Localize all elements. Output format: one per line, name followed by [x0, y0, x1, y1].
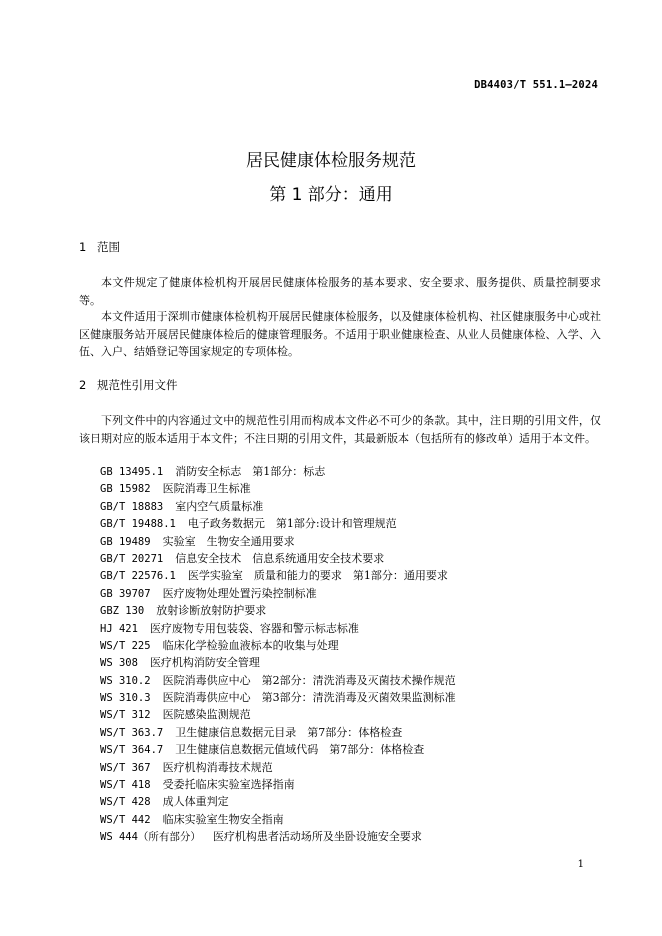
reference-title: 医疗机构消毒技术规范: [162, 760, 273, 774]
reference-code: WS 308: [100, 657, 138, 670]
reference-code: GB 19489: [100, 535, 151, 548]
section-heading-scope: [79, 239, 120, 255]
reference-code: WS/T 428: [100, 796, 151, 809]
reference-code: GB/T 19488.1: [100, 518, 176, 531]
reference-title: 医疗机构消防安全管理: [149, 656, 260, 670]
reference-item: [100, 550, 456, 567]
section-heading-normative-references: [79, 377, 178, 393]
document-subtitle: 第 1 部分：通用: [269, 185, 393, 205]
reference-title: 医学实验室 质量和能力的要求 第1部分：通用要求: [187, 569, 448, 583]
reference-code: GB/T 20271: [100, 552, 164, 565]
reference-title: 信息安全技术 信息系统通用安全技术要求: [175, 551, 385, 565]
reference-code: WS/T 363.7: [100, 726, 164, 739]
reference-title: 医疗机构患者活动场所及坐卧设施安全要求: [212, 830, 422, 844]
reference-title: 受委托临床实验室选择指南: [162, 778, 295, 792]
reference-item: [100, 776, 456, 793]
reference-code: GBZ 130: [100, 605, 145, 618]
section-title: 规范性引用文件: [97, 378, 178, 392]
reference-item: [100, 811, 456, 828]
document-number: DB4403/T 551.1—2024: [474, 79, 598, 91]
normative-intro-paragraph: 下列文件中的内容通过文中的规范性引用而构成本文件必不可少的条款。其中，注日期的引用文件，仅该日期对应的版本适用于本文件；不注日期的引用文件，其最新版本（包括所有的修改单）适用于本文件。: [79, 414, 601, 445]
reference-code: WS/T 225: [100, 639, 151, 652]
reference-code: GB 39707: [100, 587, 151, 600]
reference-code: WS/T 312: [100, 709, 151, 722]
reference-title: 放射诊断放射防护要求: [156, 604, 267, 618]
reference-title: 医院消毒供应中心 第2部分：清洗消毒及灭菌技术操作规范: [162, 673, 456, 687]
reference-list: [100, 463, 456, 846]
reference-code: GB/T 22576.1: [100, 570, 176, 583]
reference-item: [100, 672, 456, 689]
document-title: 居民健康体检服务规范: [246, 151, 416, 171]
reference-title: 医院消毒卫生标准: [162, 482, 251, 496]
section-number: 2: [79, 378, 87, 392]
reference-title: 实验室 生物安全通用要求: [162, 534, 295, 548]
reference-item: [100, 480, 456, 497]
reference-item: [100, 463, 456, 480]
reference-item: [100, 759, 456, 776]
reference-code: GB/T 18883: [100, 500, 164, 513]
reference-code: WS/T 364.7: [100, 744, 164, 757]
reference-code: GB 15982: [100, 483, 151, 496]
section-title: 范围: [97, 240, 120, 254]
reference-item: [100, 724, 456, 741]
reference-title: 电子政务数据元 第1部分:设计和管理规范: [187, 517, 397, 531]
reference-item: [100, 654, 456, 671]
section-number: 1: [79, 240, 87, 254]
reference-title: 医疗废物专用包装袋、容器和警示标志标准: [149, 621, 359, 635]
reference-item: [100, 741, 456, 758]
scope-paragraph-2: 本文件适用于深圳市健康体检机构开展居民健康体检服务，以及健康体检机构、社区健康服务中心或社区健康服务站开展居民健康体检后的健康管理服务。不适用于职业健康检查、从业人员健康体检、入学、入伍、入户、结婚登记等国家规定的专项体检。: [79, 310, 601, 358]
reference-item: [100, 602, 456, 619]
reference-item: [100, 533, 456, 550]
reference-title: 成人体重判定: [162, 795, 229, 809]
reference-code: HJ 421: [100, 622, 138, 635]
page-number: 1: [577, 859, 584, 870]
reference-title: 室内空气质量标准: [175, 499, 264, 513]
reference-title: 医院消毒供应中心 第3部分：清洗消毒及灭菌效果监测标准: [162, 691, 456, 705]
reference-title: 临床实验室生物安全指南: [162, 812, 284, 826]
reference-item: [100, 706, 456, 723]
reference-code: WS/T 442: [100, 813, 151, 826]
reference-code: GB 13495.1: [100, 466, 164, 478]
reference-code: WS/T 367: [100, 761, 151, 774]
reference-item: [100, 793, 456, 810]
reference-title: 卫生健康信息数据元目录 第7部分：体格检查: [175, 725, 403, 739]
reference-title: 消防安全标志 第1部分：标志: [175, 465, 326, 478]
reference-title: 卫生健康信息数据元值域代码 第7部分：体格检查: [175, 743, 425, 757]
reference-item: [100, 498, 456, 515]
reference-item: [100, 567, 456, 584]
reference-code: WS 310.3: [100, 692, 151, 705]
reference-item: [100, 637, 456, 654]
reference-code: WS 310.2: [100, 674, 151, 687]
reference-title: 医院感染监测规范: [162, 708, 251, 722]
reference-item: [100, 585, 456, 602]
reference-title: 医疗废物处理处置污染控制标准: [162, 586, 317, 600]
reference-item: [100, 689, 456, 706]
reference-item: [100, 515, 456, 532]
reference-code: WS 444（所有部分）: [100, 831, 201, 844]
reference-item: [100, 620, 456, 637]
reference-code: WS/T 418: [100, 779, 151, 792]
scope-paragraph-1: 本文件规定了健康体检机构开展居民健康体检服务的基本要求、安全要求、服务提供、质量控制要求等。: [79, 276, 601, 307]
reference-title: 临床化学检验血液标本的收集与处理: [162, 638, 339, 652]
reference-item: [100, 828, 456, 845]
